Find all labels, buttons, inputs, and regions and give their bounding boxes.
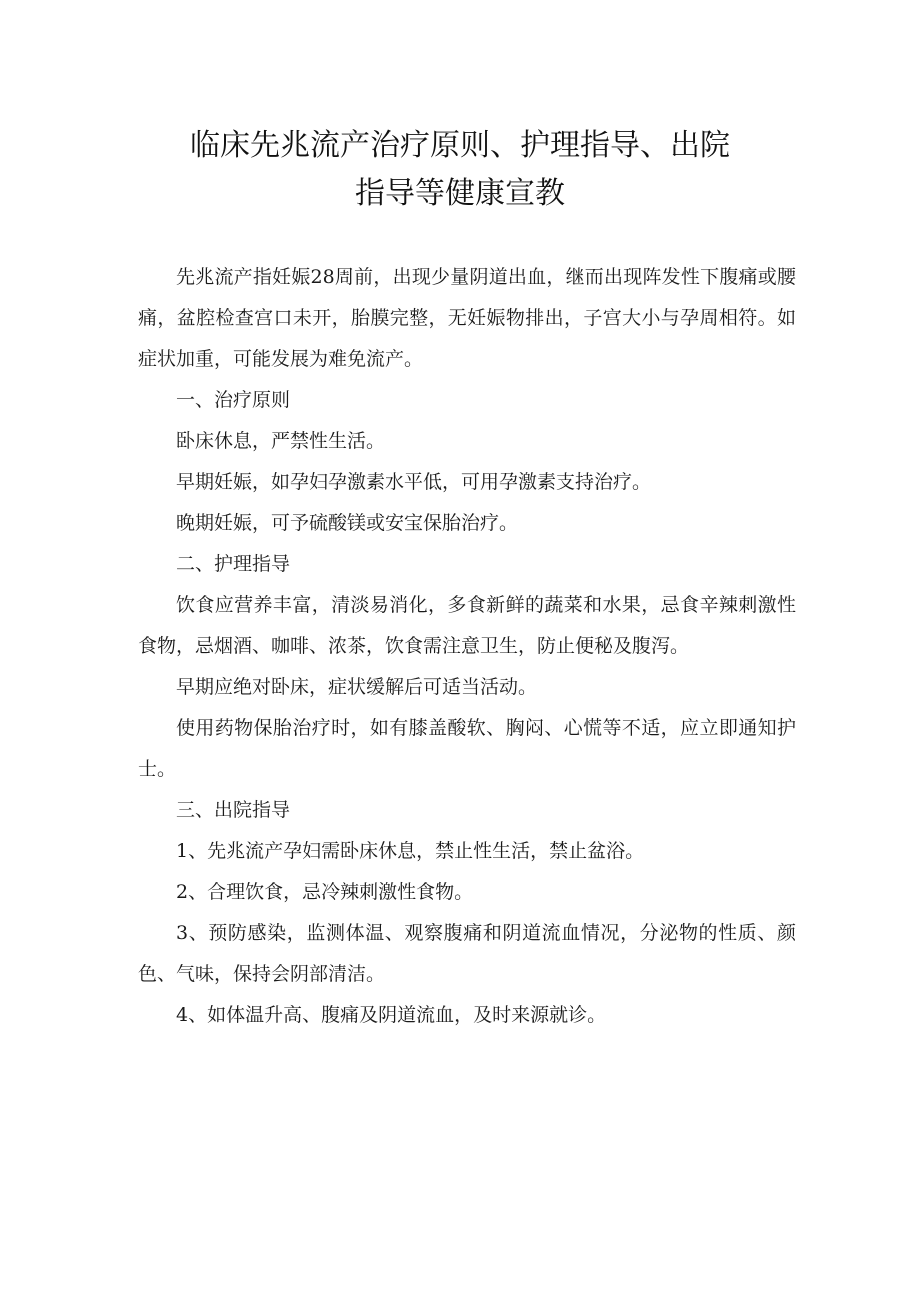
paragraph: 晚期妊娠，可予硫酸镁或安宝保胎治疗。 [176,512,519,534]
section-heading-treatment: 一、治疗原则 [176,389,291,411]
list-item: 1、先兆流产孕妇需卧床休息，禁止性生活，禁止盆浴。 [176,840,645,862]
list-item: 2、合理饮食，忌冷辣刺激性食物。 [176,881,474,903]
list-item: 4、如体温升高、腹痛及阴道流血，及时来源就诊。 [176,1004,607,1026]
intro-paragraph: 先兆流产指妊娠28周前，出现少量阴道出血，继而出现阵发性下腹痛或腰痛，盆腔检查宫口未开，胎膜完整，无妊娠物排出，子宫大小与孕周相符。如症状加重，可能发展为难免流产。 [138,266,796,370]
paragraph: 使用药物保胎治疗时，如有膝盖酸软、胸闷、心慌等不适，应立即通知护士。 [138,717,796,780]
paragraph: 饮食应营养丰富，清淡易消化，多食新鲜的蔬菜和水果，忌食辛辣刺激性食物，忌烟酒、咖啡、浓茶，饮食需注意卫生，防止便秘及腹泻。 [138,594,796,657]
section-heading-discharge: 三、出院指导 [176,799,291,821]
title-line-2: 指导等健康宣教 [355,176,565,211]
paragraph: 早期应绝对卧床，症状缓解后可适当活动。 [176,676,538,698]
title-line-1: 临床先兆流产治疗原则、护理指导、出院 [190,128,730,163]
list-item: 3、预防感染，监测体温、观察腹痛和阴道流血情况，分泌物的性质、颜色、气味，保持会阴部清洁。 [138,922,796,985]
paragraph: 卧床休息，严禁性生活。 [176,430,386,452]
section-heading-nursing: 二、护理指导 [176,553,291,575]
document-body [138,257,796,1036]
paragraph: 早期妊娠，如孕妇孕激素水平低，可用孕激素支持治疗。 [176,471,652,493]
document-title [0,122,920,218]
